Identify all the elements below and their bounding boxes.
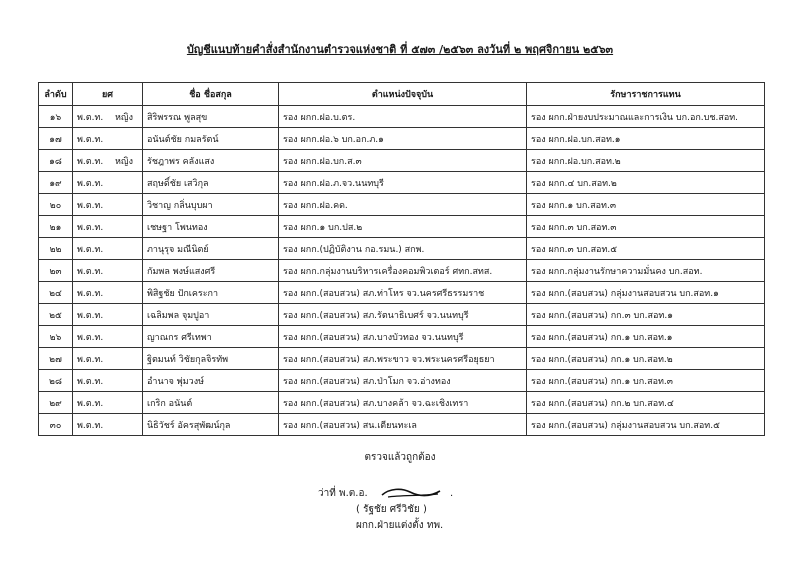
row-number: ๒๗ xyxy=(39,348,73,370)
row-name: สฤษดิ์ชัย เสวิกุล xyxy=(143,172,279,194)
row-number: ๒๓ xyxy=(39,260,73,282)
row-current-position: รอง ผกก.(สอบสวน) สภ.รัตนาธิเบศร์ จว.นนทบุรี xyxy=(279,304,527,326)
row-name: สิริพรรณ พูลสุข xyxy=(143,106,279,128)
table-row xyxy=(39,392,765,414)
row-current-position: รอง ผกก.(สอบสวน) สน.เตียนทะเล xyxy=(279,414,527,436)
row-current-position: รอง ผกก.(สอบสวน) สภ.บางคล้า จว.ฉะเชิงเทรา xyxy=(279,392,527,414)
header-current-position: ตำแหน่งปัจจุบัน xyxy=(279,83,527,106)
row-current-position: รอง ผกก.ฝอ.บ.ตร. xyxy=(279,106,527,128)
row-acting-position: รอง ผกก.(สอบสวน) กก.๓ บก.สอท.๑ xyxy=(527,304,765,326)
row-rank xyxy=(73,414,143,436)
rank-text: พ.ต.ท. xyxy=(77,222,104,233)
row-acting-position: รอง ผกก.ฝอ.บก.สอท.๒ xyxy=(527,150,765,172)
row-current-position: รอง ผกก.๑ บก.ปส.๒ xyxy=(279,216,527,238)
rank-text: พ.ต.ท. xyxy=(77,266,104,277)
row-current-position: รอง ผกก.(สอบสวน) สภ.พระขาว จว.พระนครศรีอยุธยา xyxy=(279,348,527,370)
row-current-position: รอง ผกก.(ปฏิบัติงาน กอ.รมน.) สกพ. xyxy=(279,238,527,260)
rank-text: พ.ต.ท. xyxy=(77,178,104,189)
table-body xyxy=(39,106,765,436)
row-number: ๒๖ xyxy=(39,326,73,348)
row-current-position: รอง ผกก.ฝอ.บก.ส.๓ xyxy=(279,150,527,172)
row-number: ๑๖ xyxy=(39,106,73,128)
row-number: ๑๘ xyxy=(39,150,73,172)
signer-position: ผกก.ฝ่ายแต่งตั้ง ทพ. xyxy=(356,520,444,531)
gender-text: หญิง xyxy=(115,112,133,123)
header-rank: ยศ xyxy=(73,83,143,106)
row-name: อำนาจ พุ่มวงษ์ xyxy=(143,370,279,392)
row-current-position: รอง ผกก.(สอบสวน) สภ.ป่าโมก จว.อ่างทอง xyxy=(279,370,527,392)
row-acting-position: รอง ผกก.กลุ่มงานรักษาความมั่นคง บก.สอท. xyxy=(527,260,765,282)
row-number: ๒๐ xyxy=(39,194,73,216)
table-row xyxy=(39,172,765,194)
row-current-position: รอง ผกก.ฝอ.ภ.จว.นนทบุรี xyxy=(279,172,527,194)
row-name: ภานุรุจ มณีนิตย์ xyxy=(143,238,279,260)
table-row xyxy=(39,106,765,128)
signature-block xyxy=(318,486,518,534)
table-row xyxy=(39,370,765,392)
row-rank xyxy=(73,326,143,348)
document-title-text: บัญชีแนบท้ายคำสั่งสำนักงานตำรวจแห่งชาติ ที่ ๕๗๓ /๒๕๖๓ ลงวันที่ ๒ พฤศจิกายน ๒๕๖๓ xyxy=(186,43,614,56)
table-row xyxy=(39,128,765,150)
rank-text: พ.ต.ท. xyxy=(77,310,104,321)
rank-text: พ.ต.ท. xyxy=(77,112,104,123)
row-acting-position: รอง ผกก.(สอบสวน) กก.๑ บก.สอท.๓ xyxy=(527,370,765,392)
table-row xyxy=(39,216,765,238)
table-row xyxy=(39,282,765,304)
row-number: ๓๐ xyxy=(39,414,73,436)
rank-text: พ.ต.ท. xyxy=(77,244,104,255)
row-current-position: รอง ผกก.(สอบสวน) สภ.บางบัวทอง จว.นนทบุรี xyxy=(279,326,527,348)
row-name: พิสิฐชัย ปักเคระกา xyxy=(143,282,279,304)
table-row xyxy=(39,150,765,172)
row-rank xyxy=(73,304,143,326)
row-rank xyxy=(73,128,143,150)
rank-text: พ.ต.ท. xyxy=(77,398,104,409)
table-row xyxy=(39,238,765,260)
row-name: ญาณกร ศรีเทพา xyxy=(143,326,279,348)
table-row xyxy=(39,304,765,326)
rank-text: พ.ต.ท. xyxy=(77,200,104,211)
table-row xyxy=(39,194,765,216)
rank-text: พ.ต.ท. xyxy=(77,156,104,167)
row-name: เกริก อนันต์ xyxy=(143,392,279,414)
row-number: ๑๙ xyxy=(39,172,73,194)
rank-text: พ.ต.ท. xyxy=(77,332,104,343)
row-number: ๒๙ xyxy=(39,392,73,414)
table-header-row xyxy=(39,83,765,106)
signer-name: ( รัฐชัย ศรีวิชัย ) xyxy=(356,504,427,515)
row-rank xyxy=(73,348,143,370)
rank-text: พ.ต.ท. xyxy=(77,354,104,365)
row-name: รัชฎาพร คลังแสง xyxy=(143,150,279,172)
row-rank xyxy=(73,370,143,392)
row-current-position: รอง ผกก.(สอบสวน) สภ.ท่าโหร จว.นครศรีธรรมราช xyxy=(279,282,527,304)
row-rank xyxy=(73,216,143,238)
row-number: ๒๔ xyxy=(39,282,73,304)
row-acting-position: รอง ผกก.ฝอ.บก.สอท.๑ xyxy=(527,128,765,150)
row-acting-position: รอง ผกก.(สอบสวน) กลุ่มงานสอบสวน บก.สอท.๑ xyxy=(527,282,765,304)
row-rank xyxy=(73,194,143,216)
table-row xyxy=(39,348,765,370)
rank-text: พ.ต.ท. xyxy=(77,376,104,387)
document-title xyxy=(0,40,800,58)
signature-dot: . xyxy=(450,488,454,499)
row-acting-position: รอง ผกก.๔ บก.สอท.๒ xyxy=(527,172,765,194)
row-acting-position: รอง ผกก.(สอบสวน) กลุ่มงานสอบสวน บก.สอท.๕ xyxy=(527,414,765,436)
row-name: อนันต์ชัย กมลรัตน์ xyxy=(143,128,279,150)
row-name: เฉลิมพล จุมปูอา xyxy=(143,304,279,326)
table-row xyxy=(39,260,765,282)
appointment-table xyxy=(38,82,765,436)
rank-text: พ.ต.ท. xyxy=(77,134,104,145)
table-row xyxy=(39,414,765,436)
gender-text: หญิง xyxy=(115,156,133,167)
rank-text: พ.ต.ท. xyxy=(77,420,104,431)
row-number: ๒๘ xyxy=(39,370,73,392)
row-name: ฐิตมนท์ วิชัยกุลจิรทัพ xyxy=(143,348,279,370)
row-acting-position: รอง ผกก.(สอบสวน) กก.๑ บก.สอท.๒ xyxy=(527,348,765,370)
row-number: ๑๗ xyxy=(39,128,73,150)
row-acting-position: รอง ผกก.(สอบสวน) กก.๑ บก.สอท.๑ xyxy=(527,326,765,348)
verified-text: ตรวจแล้วถูกต้อง xyxy=(364,452,436,463)
row-name: กัมพล พงษ์แสงศรี xyxy=(143,260,279,282)
row-number: ๒๑ xyxy=(39,216,73,238)
table-row xyxy=(39,326,765,348)
row-acting-position: รอง ผกก.๓ บก.สอท.๓ xyxy=(527,216,765,238)
row-rank xyxy=(73,106,143,128)
header-name: ชื่อ ชื่อสกุล xyxy=(143,83,279,106)
header-acting-position: รักษาราชการแทน xyxy=(527,83,765,106)
row-name: วิชาญ กลิ่นบุบผา xyxy=(143,194,279,216)
row-name: นิธิวัชร์ อัครสุพัฒน์กุล xyxy=(143,414,279,436)
row-rank xyxy=(73,150,143,172)
rank-text: พ.ต.ท. xyxy=(77,288,104,299)
row-rank xyxy=(73,172,143,194)
row-acting-position: รอง ผกก.(สอบสวน) กก.๒ บก.สอท.๔ xyxy=(527,392,765,414)
signer-prefix: ว่าที่ พ.ต.อ. xyxy=(318,488,368,499)
row-number: ๒๒ xyxy=(39,238,73,260)
row-rank xyxy=(73,238,143,260)
row-rank xyxy=(73,260,143,282)
handwritten-signature xyxy=(380,486,450,500)
row-acting-position: รอง ผกก.ฝ่ายงบประมาณและการเงิน บก.อก.บช.สอท. xyxy=(527,106,765,128)
row-number: ๒๕ xyxy=(39,304,73,326)
row-acting-position: รอง ผกก.๓ บก.สอท.๕ xyxy=(527,238,765,260)
row-acting-position: รอง ผกก.๑ บก.สอท.๓ xyxy=(527,194,765,216)
row-rank xyxy=(73,392,143,414)
row-current-position: รอง ผกก.ฝอ.๖ บก.อก.ภ.๑ xyxy=(279,128,527,150)
row-current-position: รอง ผกก.ฝอ.คด. xyxy=(279,194,527,216)
row-current-position: รอง ผกก.กลุ่มงานบริหารเครื่องคอมพิวเตอร์ ศทก.สทส. xyxy=(279,260,527,282)
row-rank xyxy=(73,282,143,304)
header-no: ลำดับ xyxy=(39,83,73,106)
row-name: เชษฐา โพนทอง xyxy=(143,216,279,238)
